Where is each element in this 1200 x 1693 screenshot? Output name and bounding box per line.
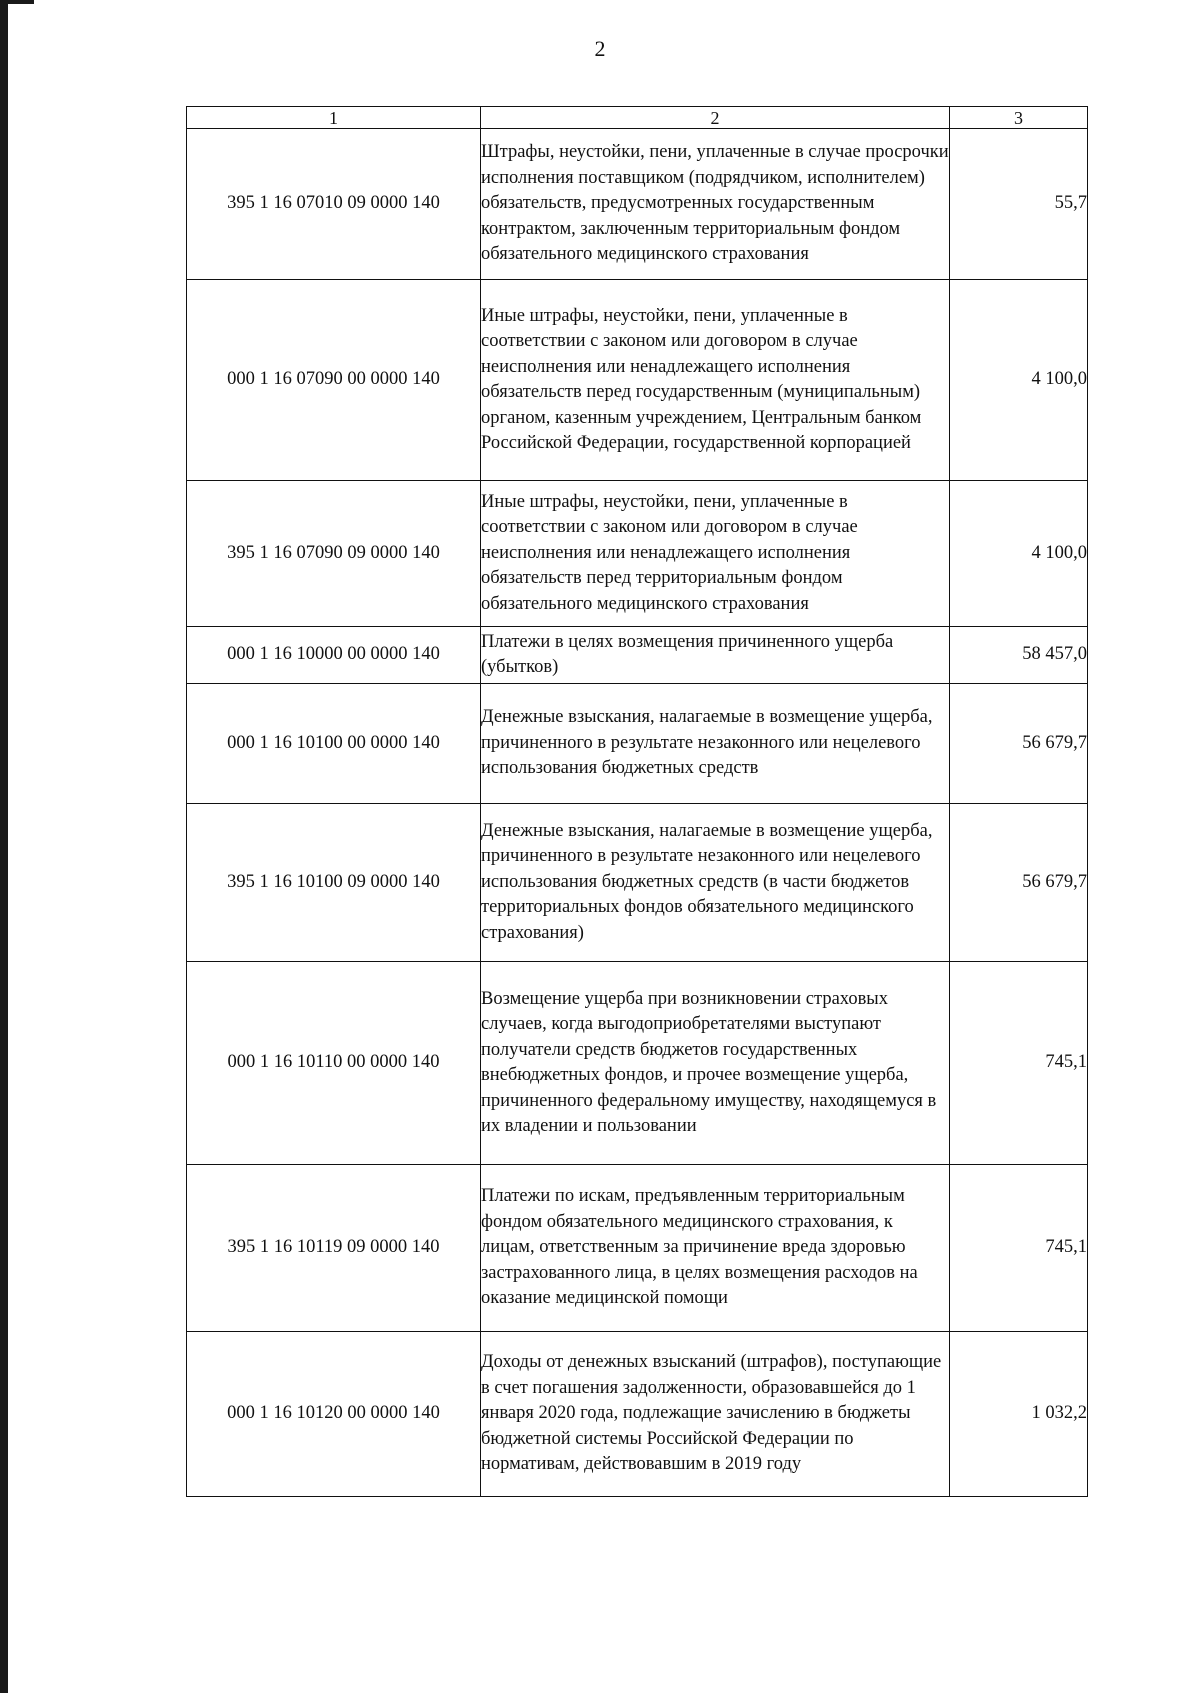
table-row [187,804,1088,962]
description-cell: Штрафы, неустойки, пени, уплаченные в случае просрочки исполнения поставщиком (подрядчиком, исполнителем) обязательств, предусмотренных государственным контрактом, заключенным территориальным фондом обязательного медицинского страхования [481,129,950,280]
scan-corner-mark [0,0,34,4]
description-cell: Иные штрафы, неустойки, пени, уплаченные в соответствии с законом или договором в случае неисполнения или ненадлежащего исполнения обязательств перед территориальным фондом обязательного медицинского страхования [481,481,950,627]
revenue-table [186,106,1088,1497]
scan-left-edge [0,0,8,1693]
column-header-amount: 3 [950,107,1088,129]
description-cell: Платежи в целях возмещения причиненного ущерба (убытков) [481,627,950,684]
budget-code-cell: 000 1 16 10110 00 0000 140 [187,962,481,1165]
amount-cell: 58 457,0 [950,627,1088,684]
amount-cell: 56 679,7 [950,804,1088,962]
description-cell: Денежные взыскания, налагаемые в возмещение ущерба, причиненного в результате незаконного или нецелевого использования бюджетных средств (в части бюджетов территориальных фондов обязательного медицинского страхования) [481,804,950,962]
table-row [187,1165,1088,1332]
budget-code-cell: 395 1 16 07010 09 0000 140 [187,129,481,280]
amount-cell: 55,7 [950,129,1088,280]
column-header-description: 2 [481,107,950,129]
amount-cell: 1 032,2 [950,1332,1088,1497]
budget-code-cell: 395 1 16 10100 09 0000 140 [187,804,481,962]
column-header-code: 1 [187,107,481,129]
table-row [187,280,1088,481]
budget-code-cell: 395 1 16 10119 09 0000 140 [187,1165,481,1332]
table-header-row [187,107,1088,129]
description-cell: Доходы от денежных взысканий (штрафов), поступающие в счет погашения задолженности, образовавшейся до 1 января 2020 года, подлежащие зачислению в бюджеты бюджетной системы Российской Федерации по нормативам, действовавшим в 2019 году [481,1332,950,1497]
budget-code-cell: 000 1 16 10000 00 0000 140 [187,627,481,684]
budget-code-cell: 000 1 16 10100 00 0000 140 [187,684,481,804]
budget-code-cell: 000 1 16 07090 00 0000 140 [187,280,481,481]
amount-cell: 745,1 [950,1165,1088,1332]
table-row [187,627,1088,684]
description-cell: Денежные взыскания, налагаемые в возмещение ущерба, причиненного в результате незаконного или нецелевого использования бюджетных средств [481,684,950,804]
table-row [187,481,1088,627]
amount-cell: 4 100,0 [950,481,1088,627]
table-row [187,1332,1088,1497]
amount-cell: 4 100,0 [950,280,1088,481]
budget-code-cell: 395 1 16 07090 09 0000 140 [187,481,481,627]
amount-cell: 745,1 [950,962,1088,1165]
table-row [187,962,1088,1165]
table-row [187,684,1088,804]
description-cell: Иные штрафы, неустойки, пени, уплаченные в соответствии с законом или договором в случае неисполнения или ненадлежащего исполнения обязательств перед государственным (муниципальным) органом, казенным учреждением, Центральным банком Российской Федерации, государственной корпорацией [481,280,950,481]
description-cell: Возмещение ущерба при возникновении страховых случаев, когда выгодоприобретателями выступают получатели средств бюджетов государственных внебюджетных фондов, и прочее возмещение ущерба, причиненного федеральному имуществу, находящемуся в их владении и пользовании [481,962,950,1165]
page-number: 2 [594,36,606,61]
amount-cell: 56 679,7 [950,684,1088,804]
description-cell: Платежи по искам, предъявленным территориальным фондом обязательного медицинского страхования, к лицам, ответственным за причинение вреда здоровью застрахованного лица, в целях возмещения расходов на оказание медицинской помощи [481,1165,950,1332]
budget-code-cell: 000 1 16 10120 00 0000 140 [187,1332,481,1497]
table-row [187,129,1088,280]
